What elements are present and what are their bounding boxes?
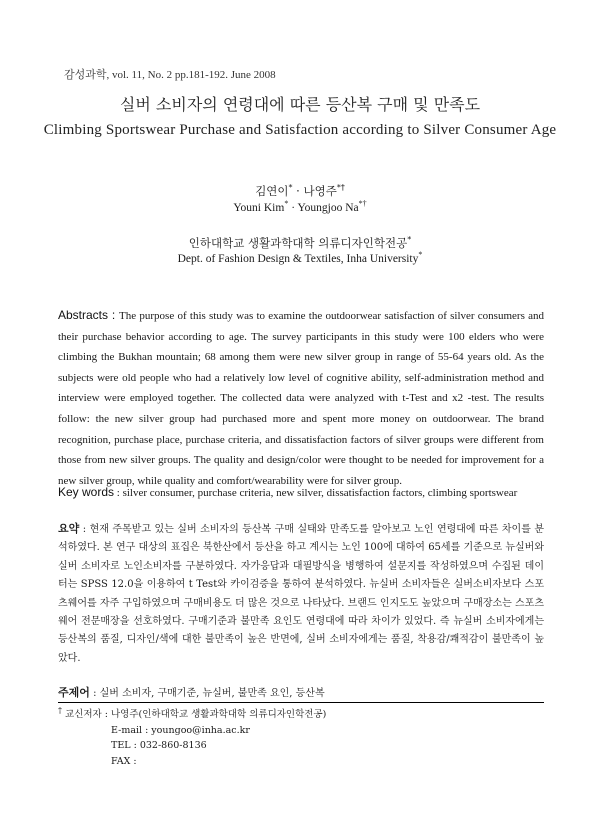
author-2-mark: *† (336, 183, 345, 193)
journal-info: 감성과학, vol. 11, No. 2 pp.181-192. June 2008 (64, 69, 276, 81)
footnote (58, 707, 544, 769)
abstract-english (58, 305, 544, 491)
author-separator: · (288, 202, 298, 214)
affiliation-text: 인하대학교 생활과학대학 의류디자인학전공 (188, 236, 408, 250)
footnote-tel: TEL : 032-860-8136 (111, 740, 207, 751)
abstract-colon: : (108, 308, 120, 322)
title-korean: 실버 소비자의 연령대에 따른 등산복 구매 및 만족도 (119, 95, 481, 114)
abstract-ko-text: 현재 주목받고 있는 실버 소비자의 등산복 구매 실태와 만족도를 알아보고 노인 연령대에 따른 차이를 분석하였다. 본 연구 대상의 표집은 북한산에서 등산을 하고 계시는 노인 100에 대하여 65세를 기준으로 뉴실버와 실버 소비자로 노인소비자를 구분하였다. 자가응답과 대필방식을 병행하여 설문지를 작성하였으며 수집된 데이터는 SPSS 12.0을 이용하여 t Test와 카이검증을 통하여 분석하였다. 뉴실버 소비자들은 실버소비자보다 스포츠웨어를 자주 구입하였으며 구매비용도 더 많은 것으로 나타났다. 브랜드 인지도도 높았으며 구매장소는 스포츠웨어 전문매장을 선호하였다. 구매기준과 불만족 요인도 연령대에 따라 차이가 있었다. 즉 뉴실버 소비자에게는 등산복의 품질, 디자인/색에 대한 불만족이 높은 반면에, 실버 소비자에게는 품질, 착용감/쾌적감이 불만족이 높았다. (58, 524, 544, 664)
keywords-ko-label: 주제어 (58, 686, 90, 699)
abstract-text: The purpose of this study was to examine the outdoorwear satisfaction of silver consumers and their purchase behavior according to age. The survey participants in this study were 100 elders who were climbing the Bukhan mountain; 68 among them were new silver group in range of 55-64 years old. As the subjects were old people who had a relatively low level of cognitive ability, self-administration method and interview were employed together. The collected data were analyzed with t-Test and x2 -test. The results follow: the new silver group had purchased more and spent more money on outdoorwear. The brand recognition, purchase place, purchase criteria, and dissatisfaction factors of silver groups were different from those from new silver groups. The quality and design/color were thought to be needed for improvement for a new silver group, while quality and comfort/wearability were for silver group. (58, 310, 544, 487)
footnote-mark: † (58, 705, 62, 715)
affiliation-text: Dept. of Fashion Design & Textiles, Inha University (177, 253, 419, 265)
author-1-mark: * (288, 183, 293, 193)
affiliation-english (0, 250, 600, 265)
author-2-name: 나영주 (303, 184, 337, 198)
corresponding-author: : 나영주(인하대학교 생활과학대학 의류디자인학전공) (101, 709, 327, 720)
authors-english (0, 199, 600, 214)
author-1-name: Youni Kim (233, 202, 285, 214)
footnote-divider (58, 702, 544, 703)
abstract-ko-colon: : (79, 524, 90, 535)
keywords-ko-text: 실버 소비자, 구매기준, 뉴실버, 불만족 요인, 등산복 (99, 688, 325, 699)
corresponding-label: 교신저자 (65, 709, 102, 720)
author-2-mark: *† (358, 199, 367, 209)
keywords-label: Key words (58, 485, 115, 499)
abstract-korean (58, 520, 544, 668)
footnote-email: E-mail : youngoo@inha.ac.kr (111, 724, 250, 736)
affiliation-mark: * (407, 235, 412, 245)
title-english: Climbing Sportswear Purchase and Satisfaction according to Silver Consumer Age (43, 122, 557, 138)
keywords-ko-colon: : (89, 688, 100, 699)
author-1-mark: * (284, 199, 289, 209)
footnote-fax: FAX : (111, 755, 137, 767)
affiliation-mark: * (418, 250, 423, 260)
author-1-name: 김연이 (255, 184, 289, 198)
keywords-colon: : (114, 487, 123, 499)
keywords-korean (58, 684, 544, 703)
keywords-text: silver consumer, purchase criteria, new silver, dissatisfaction factors, climbing sportswear (122, 487, 518, 499)
abstract-ko-label: 요약 (58, 522, 80, 535)
author-separator: · (292, 184, 304, 198)
authors-korean (0, 183, 600, 199)
footnote-corresponding (58, 707, 544, 723)
keywords-english (58, 483, 558, 502)
affiliation-korean (0, 235, 600, 251)
author-2-name: Youngjoo Na (297, 202, 359, 214)
abstract-label: Abstracts (58, 308, 109, 322)
